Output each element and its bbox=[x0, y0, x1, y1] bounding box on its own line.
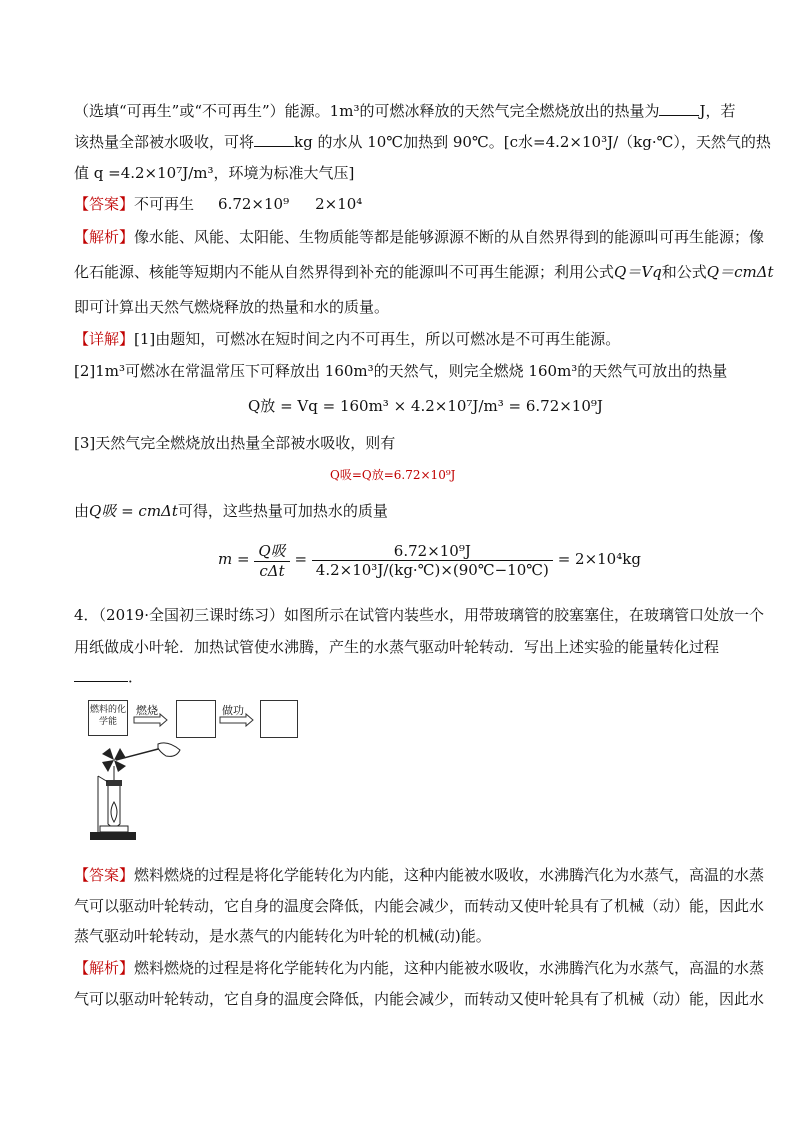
question-text-line-2: 该热量全部被水吸收，可将 kg 的水从 10℃加热到 90℃。[c水=4.2×10³J/（kg·℃），天然气的热 bbox=[74, 133, 771, 151]
detail-tag: 【详解】 bbox=[74, 330, 135, 348]
answer-tag: 【答案】 bbox=[74, 195, 135, 213]
formula-heat-equal: Q吸=Q放=6.72×10⁹J bbox=[330, 468, 456, 482]
detail-line-1: 【详解】[1]由题知，可燃冰在短时间之内不可再生，所以可燃冰是不可再生能源。 bbox=[74, 330, 621, 348]
question4-line-3: ． bbox=[74, 666, 724, 688]
arrow-right-icon bbox=[220, 714, 254, 726]
formula-q-vq: Q＝Vq bbox=[614, 263, 662, 281]
analysis4-line-1: 【解析】燃料燃烧的过程是将化学能转化为内能，这种内能被水吸收，水沸腾汽化为水蒸气，高温的水蒸 bbox=[74, 959, 765, 977]
box-blank-1 bbox=[176, 700, 216, 738]
answer4-line-2: 气可以驱动叶轮转动，它自身的温度会降低，内能会减少，而转动又使叶轮具有了机械（动）能，因此水 bbox=[74, 897, 765, 915]
formula-mass: m = $\frac{\text{Q吸}}{\text{cΔt}}$ = $\frac{\text{6.72×10⁹J}}{\text{4.2×10³J/(kg·℃)×(90℃−10℃)}}$ = 2×10⁴kg bbox=[218, 541, 641, 580]
detail-line-3: [3]天然气完全燃烧放出热量全部被水吸收，则有 bbox=[74, 434, 396, 452]
answer-line bbox=[74, 193, 724, 215]
box-chemical-energy: 燃料的化学能 bbox=[88, 700, 128, 736]
analysis-tag: 【解析】 bbox=[74, 959, 135, 977]
arrow-label-burn: 燃烧 bbox=[136, 704, 158, 717]
analysis-line-2: 化石能源、核能等短期内不能从自然界得到补充的能源叫不可再生能源；利用公式Q＝Vq和公式Q＝cmΔt bbox=[74, 263, 774, 281]
formula-q-cmdt: Q＝cmΔt bbox=[706, 263, 774, 281]
analysis-tag: 【解析】 bbox=[74, 228, 135, 246]
analysis-line-3: 即可计算出天然气燃烧释放的热量和水的质量。 bbox=[74, 298, 390, 316]
answer-blank-3 bbox=[74, 667, 128, 682]
answer-blank-2 bbox=[254, 132, 294, 147]
answer-value-1: 不可再生 bbox=[134, 195, 195, 213]
question4-line-2: 用纸做成小叶轮．加热试管使水沸腾，产生的水蒸气驱动叶轮转动．写出上述实验的能量转化过程 bbox=[74, 638, 720, 656]
formula-heat-released: Q放 = Vq = 160m³ × 4.2×10⁷J/m³ = 6.72×10⁹J bbox=[248, 397, 603, 415]
box-blank-2 bbox=[260, 700, 298, 738]
question-text-line-3: 值 q =4.2×10⁷J/m³，环境为标准大气压] bbox=[74, 164, 355, 182]
answer-blank-1 bbox=[659, 101, 699, 116]
question4-line-1: 4．（2019·全国初三课时练习）如图所示在试管内装些水，用带玻璃管的胶塞塞住，在玻璃管口处放一个 bbox=[74, 606, 764, 624]
arrow-label-work: 做功 bbox=[222, 704, 244, 717]
answer-value-2: 6.72×10⁹ bbox=[218, 195, 290, 213]
formula-q-absorb: Q吸 = cmΔt bbox=[89, 502, 178, 520]
answer-value-3: 2×10⁴ bbox=[315, 195, 363, 213]
answer4-line-1: 【答案】燃料燃烧的过程是将化学能转化为内能，这种内能被水吸收，水沸腾汽化为水蒸气，高温的水蒸 bbox=[74, 866, 765, 884]
arrow-right-icon bbox=[134, 714, 168, 726]
detail-line-4: 由Q吸 = cmΔt可得，这些热量可加热水的质量 bbox=[74, 502, 388, 520]
question-text-line-1: （选填“可再生”或“不可再生”）能源。1m³的可燃冰释放的天然气完全燃烧放出的热量为 J，若 bbox=[74, 102, 736, 120]
test-tube-pinwheel-icon bbox=[84, 742, 194, 842]
analysis-line-1: 【解析】像水能、风能、太阳能、生物质能等都是能够源源不断的从自然界得到的能源叫可再生能源；像 bbox=[74, 228, 765, 246]
analysis4-line-2: 气可以驱动叶轮转动，它自身的温度会降低，内能会减少，而转动又使叶轮具有了机械（动）能，因此水 bbox=[74, 990, 765, 1008]
detail-line-2: [2]1m³可燃冰在常温常压下可释放出 160m³的天然气，则完全燃烧 160m³的天然气可放出的热量 bbox=[74, 362, 728, 380]
answer-tag: 【答案】 bbox=[74, 866, 135, 884]
answer4-line-3: 蒸气驱动叶轮转动，是水蒸气的内能转化为叶轮的机械(动)能。 bbox=[74, 927, 491, 945]
